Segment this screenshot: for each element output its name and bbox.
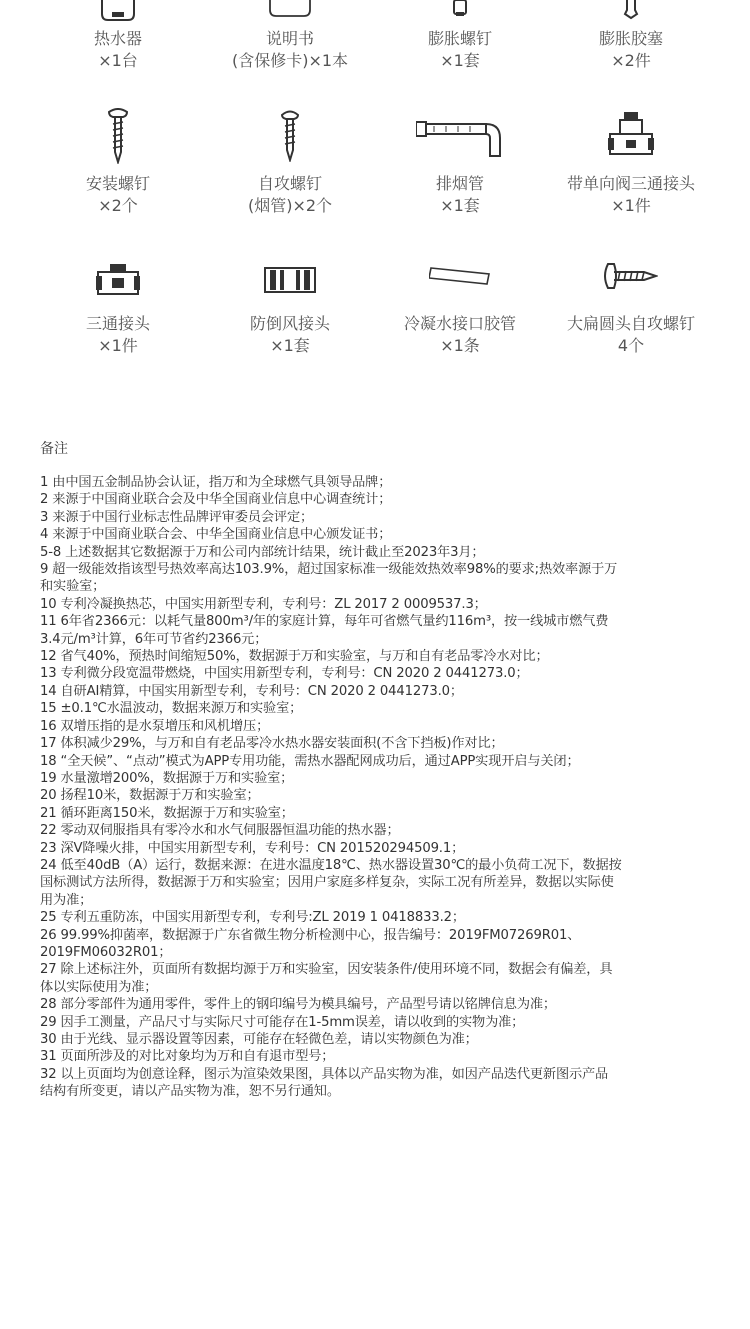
exhaust-pipe-icon [416, 118, 504, 158]
note-line: 结构有所变更，请以产品实物为准，恕不另行通知。 [40, 1084, 340, 1100]
note-line: 4 来源于中国商业联合会、中华全国商业信息中心颁发证书； [40, 527, 392, 543]
part-name: 大扁圆头自攻螺钉 [566, 314, 695, 333]
part-name: 防倒风接头 [249, 314, 330, 333]
note-line: 29 因手工测量，产品尺寸与实际尺寸可能存在1-5mm误差，请以收到的实物为准； [40, 1014, 525, 1030]
note-line: 用为准； [40, 892, 93, 908]
notes-list [40, 474, 716, 1101]
part-name: 膨胀胶塞 [598, 29, 663, 48]
note-line: 13 专利微分段宽温带燃烧，中国实用新型专利，专利号：CN 2020 2 0441273.0； [40, 666, 529, 682]
part-name: 安装螺钉 [85, 174, 150, 193]
note-line: 2019FM06032R01； [40, 944, 172, 960]
note-line: 19 水量激增200%，数据源于万和实验室； [40, 770, 294, 786]
expansion-bolt-icon [450, 0, 470, 20]
note-line: 3.4元/m³计算，6年可节省约2366元； [40, 631, 268, 647]
note-line: 23 深V降噪火排，中国实用新型专利，专利号：CN 201520294509.1； [40, 840, 465, 856]
note-line: 和实验室； [40, 579, 106, 595]
note-line: 31 页面所涉及的对比对象均为万和自有退市型号； [40, 1049, 335, 1065]
note-line: 26 99.99%抑菌率，数据源于广东省微生物分析检测中心，报告编号：2019FM07269R01、 [40, 927, 581, 943]
note-line: 9 超一级能效指该型号热效率高达103.9%，超过国家标准一级能效热效率98%的要求;热效率源于万 [40, 562, 618, 578]
part-item [196, 108, 384, 218]
note-line: 16 双增压指的是水泵增压和风机增压； [40, 718, 270, 734]
part-name: 说明书 [265, 29, 314, 48]
part-qty: ×1套 [270, 336, 310, 355]
note-line: 30 由于光线、显示器设置等因素，可能存在轻微色差，请以实物颜色为准； [40, 1032, 478, 1047]
note-line: 2 来源于中国商业联合会及中华全国商业信息中心调查统计； [40, 492, 392, 508]
note-line: 27 除上述标注外，页面所有数据均源于万和实验室，因安装条件/使用环境不同，数据会有偏差，具 [40, 962, 613, 978]
note-line: 22 零动双伺服指具有零冷水和水气伺服器恒温功能的热水器； [40, 823, 400, 839]
note-line: 21 循环距离150米，数据源于万和实验室； [40, 805, 294, 821]
note-line: 18 “全天候”、“点动”模式为APP专用功能，需热水器配网成功后，通过APP实现开启与关闭； [40, 753, 580, 769]
note-line: 17 体积减少29%，与万和自有老品零冷水热水器安装面积(不含下挡板)作对比； [40, 736, 504, 752]
note-line: 体以实际使用为准； [40, 979, 158, 995]
note-line: 11 6年省2366元：以耗气量800m³/年的家庭计算，每年可省燃气量约116m³，按一线城市燃气费 [40, 614, 609, 630]
note-line: 24 低至40dB（A）运行，数据来源：在进水温度18℃、热水器设置30℃的最小负荷工况下，数据按 [40, 857, 622, 873]
part-qty: ×1条 [440, 336, 480, 355]
part-item [196, 0, 384, 80]
note-line: 10 专利冷凝换热芯，中国实用新型专利，专利号：ZL 2017 2 0009537.3； [40, 596, 487, 612]
wall-plug-icon [621, 0, 641, 20]
note-line: 国标测试方法所得，数据源于万和实验室；因用户家庭多样复杂，实际工况有所差异，数据以实际使 [40, 875, 614, 891]
pan-head-screw-icon [604, 262, 658, 290]
parts-grid [0, 0, 750, 370]
part-name: 三通接头 [85, 314, 150, 333]
part-qty: ×1件 [98, 336, 138, 355]
note-line: 3 来源于中国行业标志性品牌评审委员会评定； [40, 509, 314, 525]
part-item [24, 260, 212, 360]
part-item [537, 0, 725, 80]
part-qty: (含保修卡)×1本 [231, 51, 349, 70]
part-item [366, 0, 554, 80]
part-name: 冷凝水接口胶管 [403, 314, 516, 333]
part-item [196, 260, 384, 360]
part-name: 排烟管 [435, 174, 484, 193]
install-screw-icon [107, 108, 129, 164]
note-line: 15 ±0.1℃水温波动，数据来源万和实验室； [40, 701, 303, 717]
notes-title: 备注 [40, 441, 68, 457]
part-item [24, 0, 212, 80]
part-qty: (烟管)×2个 [247, 196, 333, 215]
self-tapping-screw-icon [280, 110, 300, 162]
part-item [537, 260, 725, 360]
note-line: 14 自研AI精算，中国实用新型专利，专利号：CN 2020 2 0441273.0； [40, 683, 463, 699]
note-line: 28 部分零部件为通用零件，零件上的钢印编号为模具编号，产品型号请以铭牌信息为准； [40, 997, 556, 1013]
note-line: 20 扬程10米，数据源于万和实验室； [40, 788, 260, 804]
condensate-hose-icon [429, 264, 491, 286]
part-qty: ×1台 [98, 51, 138, 70]
water-heater-icon [98, 0, 138, 22]
check-valve-tee-icon [608, 112, 654, 158]
part-qty: 4个 [617, 336, 645, 355]
anti-backdraft-joint-icon [264, 266, 316, 294]
part-qty: ×1套 [440, 196, 480, 215]
note-line: 12 省气40%，预热时间缩短50%，数据源于万和实验室，与万和自有老品零冷水对比； [40, 649, 549, 665]
part-item [537, 108, 725, 218]
part-qty: ×1套 [440, 51, 480, 70]
part-item [24, 108, 212, 218]
manual-icon [268, 0, 312, 20]
note-line: 32 以上页面均为创意诠释，图示为渲染效果图，具体以产品实物为准，如因产品迭代更新图示产品 [40, 1066, 609, 1082]
part-qty: ×2个 [98, 196, 138, 215]
note-line: 5-8 上述数据其它数据源于万和公司内部统计结果，统计截止至2023年3月； [40, 544, 485, 560]
part-item [366, 108, 554, 218]
tee-joint-icon [96, 264, 140, 296]
note-line: 25 专利五重防冻，中国实用新型专利，专利号:ZL 2019 1 0418833.2； [40, 910, 465, 926]
part-name: 膨胀螺钉 [427, 29, 492, 48]
part-qty: ×1件 [611, 196, 651, 215]
part-name: 热水器 [93, 29, 142, 48]
part-qty: ×2件 [611, 51, 651, 70]
part-item [366, 260, 554, 360]
part-name: 带单向阀三通接头 [566, 174, 695, 193]
part-name: 自攻螺钉 [257, 174, 322, 193]
note-line: 1 由中国五金制品协会认证，指万和为全球燃气具领导品牌； [40, 475, 392, 490]
